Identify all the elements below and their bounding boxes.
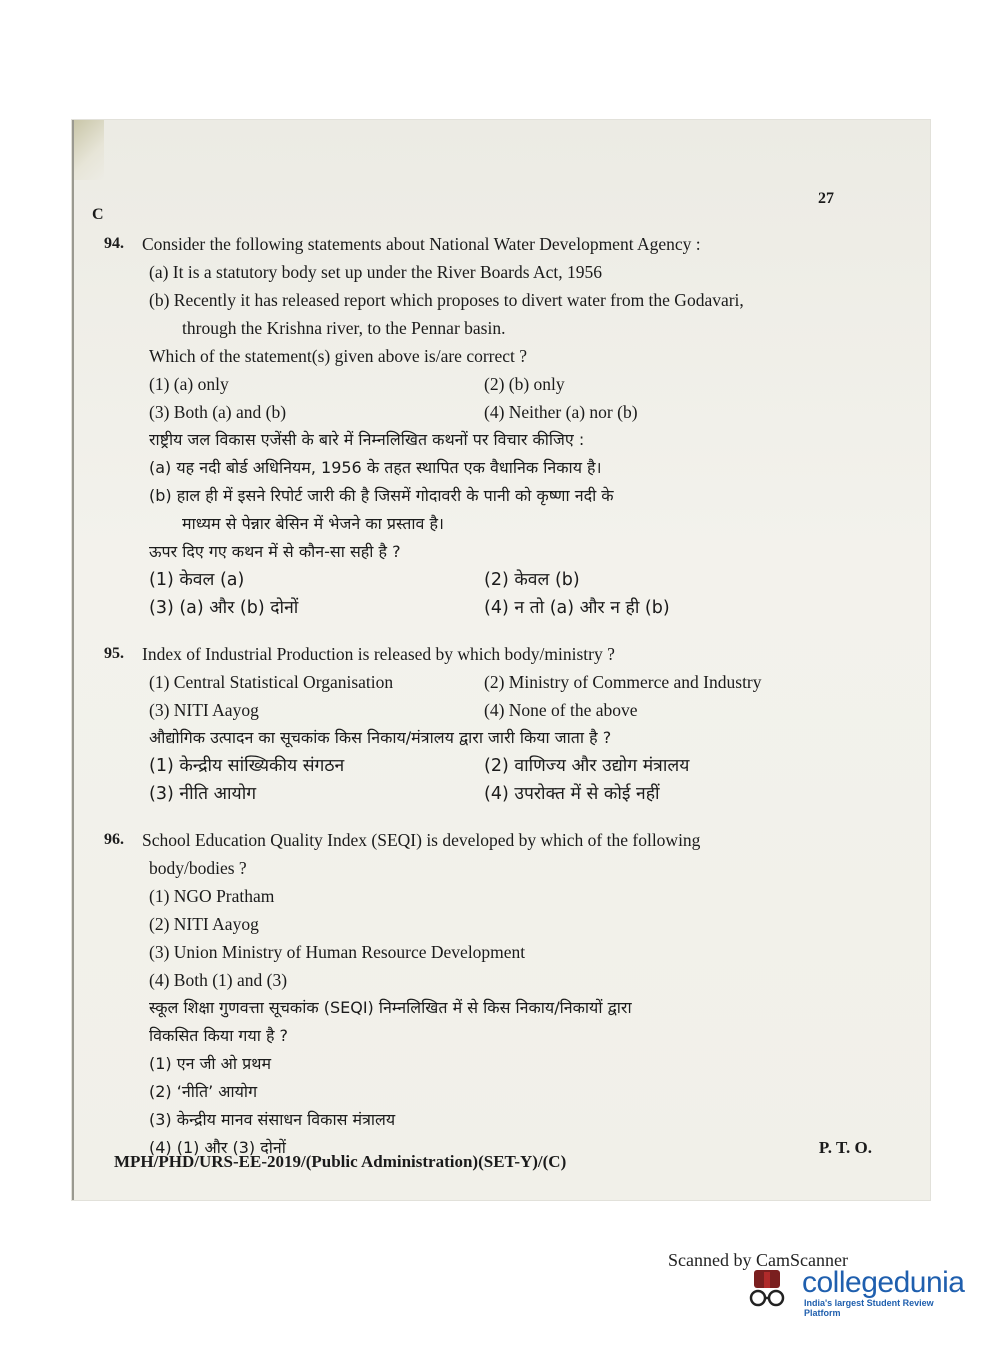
option: (3) नीति आयोग xyxy=(149,784,257,804)
option: (2) NITI Aayog xyxy=(149,914,259,934)
stem-text-en-cont: body/bodies ? xyxy=(149,858,247,878)
option: (1) एन जी ओ प्रथम xyxy=(149,1054,272,1073)
option: (1) Central Statistical Organisation xyxy=(149,672,394,692)
stem-text-en: Consider the following statements about National Water Development Agency : xyxy=(142,234,701,254)
option: (4) उपरोक्त में से कोई नहीं xyxy=(484,784,660,804)
option: (4) Neither (a) nor (b) xyxy=(484,402,638,422)
page-number: 27 xyxy=(818,190,834,207)
collegedunia-logo-icon xyxy=(744,1268,794,1312)
stem-text-hi-cont: विकसित किया गया है ? xyxy=(149,1026,289,1045)
option: (4) न तो (a) और न ही (b) xyxy=(484,598,670,618)
statement-b-hi: (b) हाल ही में इसने रिपोर्ट जारी की है जिसमें गोदावरी के पानी को कृष्णा नदी के xyxy=(149,486,614,505)
pto-label: P. T. O. xyxy=(818,1138,872,1157)
option: (4) None of the above xyxy=(484,700,638,720)
statement-b: (b) Recently it has released report which proposes to divert water from the Godavari, xyxy=(149,290,744,310)
question-text-en: Which of the statement(s) given above is/are correct ? xyxy=(149,346,528,366)
options-hi xyxy=(104,752,894,808)
page-fold xyxy=(74,120,104,180)
brand-name: collegedunia xyxy=(802,1266,965,1299)
stem-text-hi: स्कूल शिक्षा गुणवत्ता सूचकांक (SEQI) निम्नलिखित में से किस निकाय/निकायों द्वारा xyxy=(149,998,632,1017)
statement-a-hi: (a) यह नदी बोर्ड अधिनियम, 1956 के तहत स्थापित एक वैधानिक निकाय है। xyxy=(149,458,602,477)
question-stem xyxy=(104,826,894,854)
question-number: 96. xyxy=(104,831,124,848)
questions-area xyxy=(104,230,894,1180)
statement-b-hi-cont: माध्यम से पेन्नार बेसिन में भेजने का प्रस्ताव है। xyxy=(182,514,444,533)
option: (1) (a) only xyxy=(149,374,229,394)
options-en xyxy=(104,370,894,426)
option: (1) NGO Pratham xyxy=(149,886,275,906)
option: (1) केवल (a) xyxy=(149,570,245,590)
options-hi xyxy=(104,566,894,622)
options-en xyxy=(104,668,894,724)
exam-page xyxy=(72,120,930,1200)
option: (1) केन्द्रीय सांख्यिकीय संगठन xyxy=(149,756,345,776)
brand-tagline: India's largest Student Review Platform xyxy=(804,1298,934,1318)
option: (4) (1) और (3) दोनों xyxy=(149,1138,286,1157)
paper-code: MPH/PHD/URS-EE-2019/(Public Administration)(SET-Y)/(C) xyxy=(114,1152,567,1171)
question-stem xyxy=(104,640,894,668)
option: (3) NITI Aayog xyxy=(149,700,259,720)
option: (3) Both (a) and (b) xyxy=(149,402,287,422)
stem-text-hi: औद्योगिक उत्पादन का सूचकांक किस निकाय/मंत्रालय द्वारा जारी किया जाता है ? xyxy=(149,728,612,747)
question-number: 94. xyxy=(104,235,124,252)
scanned-by-text: Scanned by CamScanner xyxy=(668,1250,848,1270)
option: (4) Both (1) and (3) xyxy=(149,970,288,990)
option: (3) Union Ministry of Human Resource Development xyxy=(149,942,526,962)
option: (2) (b) only xyxy=(484,374,565,394)
watermark xyxy=(668,1250,968,1318)
option: (3) केन्द्रीय मानव संसाधन विकास मंत्रालय xyxy=(149,1110,396,1129)
option: (3) (a) और (b) दोनों xyxy=(149,598,299,618)
question-96 xyxy=(104,826,894,1162)
option: (2) ‘नीति’ आयोग xyxy=(149,1082,258,1101)
question-number: 95. xyxy=(104,645,124,662)
stem-text-en: Index of Industrial Production is released by which body/ministry ? xyxy=(142,644,615,664)
statement-b-cont: through the Krishna river, to the Pennar basin. xyxy=(182,318,506,338)
question-stem xyxy=(104,230,894,258)
question-94 xyxy=(104,230,894,622)
option: (2) Ministry of Commerce and Industry xyxy=(484,672,762,692)
stem-text-hi: राष्ट्रीय जल विकास एजेंसी के बारे में निम्नलिखित कथनों पर विचार कीजिए : xyxy=(149,430,585,449)
option: (2) केवल (b) xyxy=(484,570,580,590)
stem-text-en: School Education Quality Index (SEQI) is developed by which of the following xyxy=(142,830,701,850)
option: (2) वाणिज्य और उद्योग मंत्रालय xyxy=(484,756,690,776)
statement-a: (a) It is a statutory body set up under the River Boards Act, 1956 xyxy=(149,262,602,282)
set-letter: C xyxy=(92,206,104,223)
question-95 xyxy=(104,640,894,808)
question-text-hi: ऊपर दिए गए कथन में से कौन-सा सही है ? xyxy=(149,542,401,561)
